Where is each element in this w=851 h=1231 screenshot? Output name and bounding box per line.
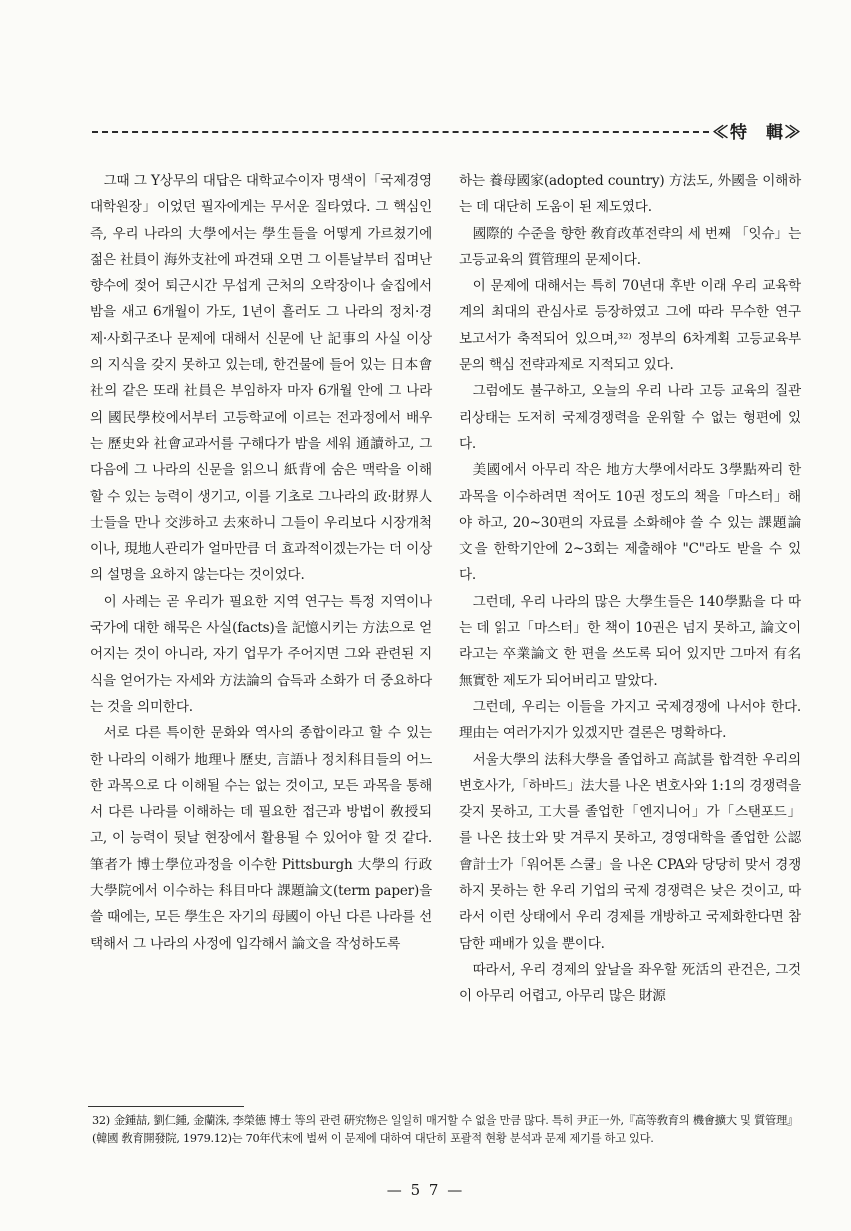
header-rule xyxy=(92,131,709,133)
paragraph: 그런데, 우리는 이들을 가지고 국제경쟁에 나서야 한다. 理由는 여러가지가 있겠지만 결론은 명확하다. xyxy=(459,698,801,742)
left-column xyxy=(90,168,432,957)
paragraph: 이 사례는 곧 우리가 필요한 지역 연구는 특정 지역이나 국가에 대한 해묵은 사실(facts)을 記憶시키는 方法으로 얻어지는 것이 아니라, 자기 업무가 주어지면 그와 관련된 지식을 얻어가는 자세와 方法論의 습득과 소화가 더 중요하다는 것을 의미한다. xyxy=(90,593,432,715)
section-tag: ≪特 輯≫ xyxy=(712,123,802,143)
paragraph: 그럼에도 불구하고, 오늘의 우리 나라 고등 교육의 질관리상태는 도저히 국제경쟁력을 운위할 수 없는 형편에 있다. xyxy=(459,383,801,452)
paragraph: 이 문제에 대해서는 특히 70년대 후반 이래 우리 교육학계의 최대의 관심사로 등장하였고 그에 따라 무수한 연구 보고서가 축적되어 있으며,³²⁾ 정부의 6차계획 고등교육부문의 핵심 전략과제로 지적되고 있다. xyxy=(459,278,801,374)
paragraph: 國際的 수준을 향한 敎育改革전략의 세 번째 「잇슈」는 고등교육의 質管理의 문제이다. xyxy=(459,225,801,268)
paragraph: 美國에서 아무리 작은 地方大學에서라도 3學點짜리 한과목을 이수하려면 적어도 10권 정도의 책을「마스터」해야 하고, 20~30편의 자료를 소화해야 쓸 수 있는 課題論文을 한학기안에 2~3회는 제출해야 "C"라도 받을 수 있다. xyxy=(459,462,801,584)
footnote-text: 金鍾喆, 劉仁鍾, 金蘭洙, 李榮德 博士 等의 관련 硏究物은 일일히 매거할 수 없을 만큼 많다. 특히 尹正一外,『高等敎育의 機會擴大 및 質管理』(韓國 敎育開發院, 1979.12)는 70年代末에 벌써 이 문제에 대하여 대단히 포괄적 현황 분석과 문제 제기를 하고 있다. xyxy=(92,1114,798,1145)
footnote-rule xyxy=(88,1106,244,1107)
paragraph: 하는 養母國家(adopted country) 方法도, 外國을 이해하는 데 대단히 도움이 된 제도였다. xyxy=(459,173,801,216)
footnote xyxy=(92,1112,798,1148)
right-column xyxy=(459,168,801,1010)
paragraph: 서로 다른 특이한 문화와 역사의 종합이라고 할 수 있는 한 나라의 이해가 地理나 歷史, 言語나 정치科目들의 어느 한 과목으로 다 이해될 수는 없는 것이고, 모든 과목을 통해서 다른 나라를 이해하는 데 필요한 접근과 방법이 敎授되고, 이 능력이 뒷날 현장에서 활용될 수 있어야 할 것 같다. 筆者가 博士學位과정을 이수한 Pittsburgh 大學의 行政大學院에서 이수하는 科目마다 課題論文(term paper)을 쓸 때에는, 모든 學生은 자기의 母國이 아닌 다른 나라를 선택해서 그 나라의 사정에 입각해서 論文을 작성하도록 xyxy=(90,725,432,952)
paragraph: 따라서, 우리 경제의 앞날을 좌우할 死活의 관건은, 그것이 아무리 어렵고, 아무리 많은 財源 xyxy=(459,961,801,1005)
paragraph: 그때 그 Y상무의 대답은 대학교수이자 명색이「국제경영대학원장」이었던 필자에게는 무서운 질타였다. 그 핵심인즉, 우리 나라의 大學에서는 學生들을 어떻게 가르쳤기에 젊은 社員이 海外支社에 파견돼 오면 그 이튿날부터 집며난 향수에 젖어 퇴근시간 무섭게 근처의 오락장이나 술집에서 밤을 새고 6개월이 가도, 1년이 흘러도 그 나라의 정치·경제·사회구조나 문제에 대해서 신문에 난 記事의 사실 이상의 지식을 갖지 못하고 있는데, 한건물에 들어 있는 日本會社의 같은 또래 社員은 부임하자 마자 6개월 안에 그 나라의 國民學校에서부터 고등학교에 이르는 전과정에서 배우는 歷史와 社會교과서를 구해다가 밤을 세워 通讀하고, 그 다음에 그 나라의 신문을 읽으니 紙背에 숨은 맥락을 이해할 수 있는 능력이 생기고, 이를 기초로 그나라의 政·財界人士들을 만나 交涉하고 去來하니 그들이 우리보다 시장개척이나, 現地人관리가 얼마만큼 더 효과적이겠는가는 더 이상의 설명을 요하지 않는다는 것이었다. xyxy=(90,173,432,584)
paragraph: 서울大學의 法科大學을 졸업하고 高試를 합격한 우리의 변호사가,「하바드」法大를 나온 변호사와 1:1의 경쟁력을 갖지 못하고, 工大를 졸업한「엔지니어」가「스탠포드」를 나온 技士와 맞 겨루지 못하고, 경영대학을 졸업한 公認會計士가「워어톤 스쿨」을 나온 CPA와 당당히 맞서 경쟁하지 못하는 한 우리 기업의 국제 경쟁력은 낮은 것이고, 따라서 이런 상태에서 우리 경제를 개방하고 국제화한다면 참담한 패배가 있을 뿐이다. xyxy=(459,751,801,952)
footnote-number: 32) xyxy=(92,1114,110,1127)
page-number: — 5 7 — xyxy=(386,1181,465,1199)
paragraph: 그런데, 우리 나라의 많은 大學生들은 140學點을 다 따는 데 읽고「마스터」한 책이 10권은 넘지 못하고, 論文이라고는 卒業論文 한 편을 쓰도록 되어 있지만 그마저 有名無實한 제도가 되어버리고 말았다. xyxy=(459,593,801,689)
